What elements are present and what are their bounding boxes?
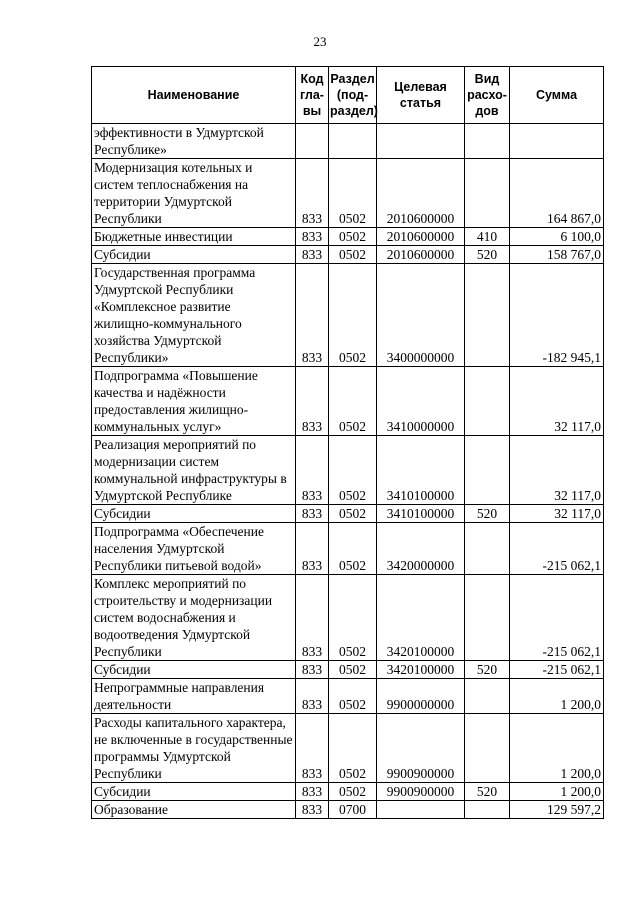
row-exp-type <box>465 679 510 714</box>
table-row <box>92 783 604 801</box>
row-name: Непрограммные направления деятельности <box>92 679 296 714</box>
row-name: эффективности в Удмуртской Республике» <box>92 124 296 159</box>
row-name: Модернизация котельных и систем теплоснабжения на территории Удмуртской Республики <box>92 159 296 228</box>
row-name: Субсидии <box>92 505 296 523</box>
row-exp-type <box>465 575 510 661</box>
header-article-line: Целевая <box>394 80 447 94</box>
row-code: 833 <box>296 228 329 246</box>
header-code-line: Код <box>300 72 324 86</box>
row-name: Государственная программа Удмуртской Республики «Комплексное развитие жилищно-коммунального хозяйства Удмуртской Республики» <box>92 264 296 367</box>
row-section: 0502 <box>329 228 377 246</box>
row-amount: 1 200,0 <box>510 679 604 714</box>
row-section: 0502 <box>329 505 377 523</box>
row-section: 0502 <box>329 679 377 714</box>
row-exp-type <box>465 523 510 575</box>
header-article <box>377 67 465 124</box>
header-article-line: статья <box>399 96 442 110</box>
row-exp-type: 520 <box>465 246 510 264</box>
header-code-line: вы <box>302 104 322 118</box>
row-section: 0502 <box>329 714 377 783</box>
row-article <box>377 124 465 159</box>
table-header-row <box>92 67 604 124</box>
row-article <box>377 801 465 819</box>
budget-table <box>91 66 604 819</box>
row-article: 3410000000 <box>377 367 465 436</box>
row-section: 0502 <box>329 246 377 264</box>
row-code <box>296 124 329 159</box>
table-body <box>92 124 604 819</box>
table-row <box>92 228 604 246</box>
row-section: 0502 <box>329 159 377 228</box>
row-amount: 32 117,0 <box>510 505 604 523</box>
row-code: 833 <box>296 367 329 436</box>
row-exp-type <box>465 801 510 819</box>
row-amount: 32 117,0 <box>510 436 604 505</box>
row-article: 9900900000 <box>377 714 465 783</box>
row-article: 2010600000 <box>377 246 465 264</box>
row-name: Субсидии <box>92 246 296 264</box>
row-exp-type: 520 <box>465 661 510 679</box>
row-exp-type: 520 <box>465 505 510 523</box>
row-amount <box>510 124 604 159</box>
row-amount: -215 062,1 <box>510 575 604 661</box>
row-code: 833 <box>296 661 329 679</box>
header-section-line: (под- <box>336 88 369 102</box>
row-name: Реализация мероприятий по модернизации систем коммунальной инфраструктуры в Удмуртской Республике <box>92 436 296 505</box>
page-number: 23 <box>313 34 327 49</box>
table-row <box>92 124 604 159</box>
row-exp-type <box>465 264 510 367</box>
row-exp-type: 410 <box>465 228 510 246</box>
row-name: Субсидии <box>92 783 296 801</box>
row-exp-type: 520 <box>465 783 510 801</box>
row-code: 833 <box>296 264 329 367</box>
row-code: 833 <box>296 783 329 801</box>
row-section: 0502 <box>329 523 377 575</box>
table-row <box>92 159 604 228</box>
row-amount: 1 200,0 <box>510 714 604 783</box>
row-name: Бюджетные инвестиции <box>92 228 296 246</box>
table-row <box>92 246 604 264</box>
row-amount: 158 767,0 <box>510 246 604 264</box>
row-name: Субсидии <box>92 661 296 679</box>
row-section: 0502 <box>329 661 377 679</box>
header-section-line: Раздел <box>330 72 375 86</box>
row-article: 9900000000 <box>377 679 465 714</box>
row-name: Расходы капитального характера, не включенные в государственные программы Удмуртской Республики <box>92 714 296 783</box>
row-exp-type <box>465 124 510 159</box>
table-row <box>92 679 604 714</box>
row-code: 833 <box>296 679 329 714</box>
row-amount: -215 062,1 <box>510 661 604 679</box>
table-row <box>92 801 604 819</box>
header-code-line: гла- <box>300 88 324 102</box>
row-amount: 1 200,0 <box>510 783 604 801</box>
row-article: 2010600000 <box>377 228 465 246</box>
header-exp-type-line: расхо- <box>467 88 507 102</box>
row-article: 3420100000 <box>377 575 465 661</box>
row-amount: 129 597,2 <box>510 801 604 819</box>
row-code: 833 <box>296 505 329 523</box>
table-row <box>92 264 604 367</box>
row-section: 0502 <box>329 436 377 505</box>
row-code: 833 <box>296 246 329 264</box>
row-article: 2010600000 <box>377 159 465 228</box>
row-code: 833 <box>296 436 329 505</box>
header-section-line: раздел) <box>330 104 378 118</box>
table-row <box>92 505 604 523</box>
header-amount: Сумма <box>510 67 604 124</box>
row-name: Подпрограмма «Повышение качества и надёжности предоставления жилищно-коммунальных услуг» <box>92 367 296 436</box>
table-row <box>92 575 604 661</box>
row-code: 833 <box>296 575 329 661</box>
row-name: Образование <box>92 801 296 819</box>
row-code: 833 <box>296 801 329 819</box>
header-code <box>296 67 329 124</box>
header-exp-type-line: Вид <box>474 72 500 86</box>
table-row <box>92 714 604 783</box>
row-exp-type <box>465 367 510 436</box>
row-section: 0502 <box>329 575 377 661</box>
header-exp-type <box>465 67 510 124</box>
row-amount: 6 100,0 <box>510 228 604 246</box>
row-section: 0502 <box>329 264 377 367</box>
row-article: 3400000000 <box>377 264 465 367</box>
row-exp-type <box>465 714 510 783</box>
row-amount: 32 117,0 <box>510 367 604 436</box>
row-article: 3410100000 <box>377 505 465 523</box>
row-article: 3420100000 <box>377 661 465 679</box>
row-code: 833 <box>296 714 329 783</box>
row-section: 0502 <box>329 783 377 801</box>
row-exp-type <box>465 436 510 505</box>
table-row <box>92 436 604 505</box>
table-row <box>92 367 604 436</box>
row-name: Комплекс мероприятий по строительству и модернизации систем водоснабжения и водоотведения Удмуртской Республики <box>92 575 296 661</box>
row-article: 9900900000 <box>377 783 465 801</box>
row-article: 3410100000 <box>377 436 465 505</box>
table-row <box>92 523 604 575</box>
row-name: Подпрограмма «Обеспечение населения Удмуртской Республики питьевой водой» <box>92 523 296 575</box>
row-amount: -182 945,1 <box>510 264 604 367</box>
row-section <box>329 124 377 159</box>
row-section: 0502 <box>329 367 377 436</box>
header-exp-type-line: дов <box>475 104 499 118</box>
row-article: 3420000000 <box>377 523 465 575</box>
table-row <box>92 661 604 679</box>
row-amount: 164 867,0 <box>510 159 604 228</box>
row-code: 833 <box>296 159 329 228</box>
row-code: 833 <box>296 523 329 575</box>
header-section <box>329 67 377 124</box>
row-amount: -215 062,1 <box>510 523 604 575</box>
header-name: Наименование <box>92 67 296 124</box>
row-section: 0700 <box>329 801 377 819</box>
row-exp-type <box>465 159 510 228</box>
